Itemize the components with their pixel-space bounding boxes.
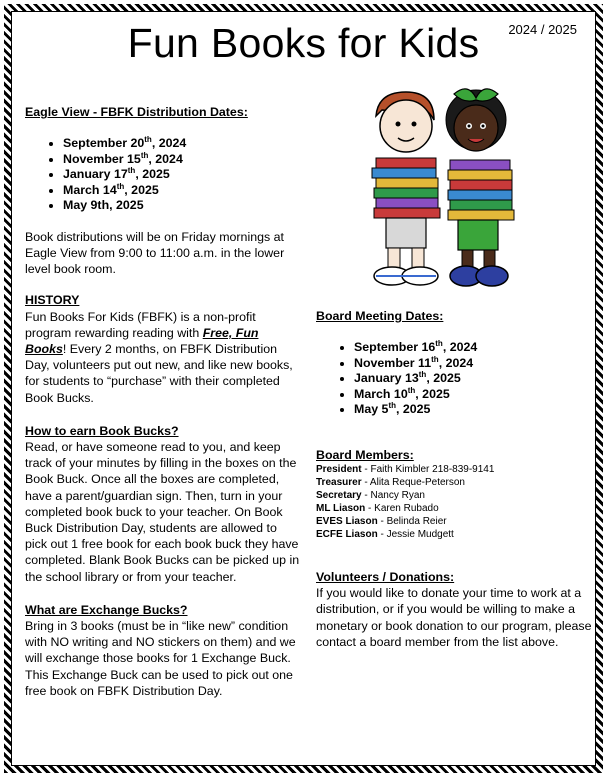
- board-members-list: [316, 463, 594, 541]
- list-item: • November 15th, 2024: [63, 152, 300, 168]
- board-meeting-dates-list: [316, 340, 594, 418]
- list-item: • March 14th, 2025: [63, 183, 300, 199]
- board-members-heading: Board Members:: [316, 447, 414, 462]
- list-item: • May 5th, 2025: [354, 402, 594, 418]
- list-item: • May 9th, 2025: [63, 198, 300, 214]
- left-column: [25, 104, 300, 699]
- distribution-note: Book distributions will be on Friday mornings at Eagle View from 9:00 to 11:00 a.m. in the lower level book room.: [25, 229, 285, 277]
- exchange-body: Bring in 3 books (must be in “like new” condition with NO writing and NO stickers on them) and we will exchange those books for 1 Exchange Buck. This Exchange Buck can be used to pick out one free book on FBFK Distribution Day.: [25, 618, 296, 698]
- boy-figure: [372, 92, 440, 285]
- list-item: • September 20th, 2024: [63, 136, 300, 152]
- history-heading: HISTORY: [25, 293, 80, 308]
- free-fun-books-emphasis: Free, Fun Books: [25, 325, 259, 356]
- girl-figure: [446, 89, 514, 286]
- list-item: • March 10th, 2025: [354, 387, 594, 403]
- kids-with-books-illustration: [358, 86, 524, 292]
- list-item: • January 13th, 2025: [354, 371, 594, 387]
- distribution-heading: Eagle View - FBFK Distribution Dates:: [25, 105, 248, 119]
- exchange-heading: What are Exchange Bucks?: [25, 602, 188, 617]
- page-title: Fun Books for Kids: [127, 20, 480, 66]
- volunteers-body: If you would like to donate your time to work at a distribution, or if you would be willing to make a monetary or book donation to our program, please contact a board member from the list above.: [316, 586, 592, 649]
- list-item: EVES Liason - Belinda Reier: [316, 515, 447, 527]
- list-item: • September 16th, 2024: [354, 340, 594, 356]
- list-item: • November 11th, 2024: [354, 356, 594, 372]
- volunteers-heading: Volunteers / Donations:: [316, 569, 455, 584]
- right-column: [316, 308, 594, 650]
- book-bucks-heading: How to earn Book Bucks?: [25, 423, 179, 438]
- school-year: 2024 / 2025: [508, 22, 577, 37]
- list-item: President - Faith Kimbler 218-839-9141: [316, 463, 495, 475]
- list-item: ECFE Liason - Jessie Mudgett: [316, 528, 454, 540]
- history-body: Fun Books For Kids (FBFK) is a non-profit program rewarding reading with Free, Fun Books! Every 2 months, on FBFK Distribution Day, volunteers put out new, and like new books, for students to “purchase” with their completed Book Bucks.: [25, 309, 293, 405]
- book-bucks-body: Read, or have someone read to you, and keep track of your minutes by filling in the boxes on the Book Buck. Once all the boxes are completed, have a parent/guardian sign. Then, turn in your completed book buck to your teacher. On Book Buck Distribution Day, students are allowed to pick out 1 free book for each book buck they have completed. Blank Book Bucks can be picked up in the school library or from your teacher.: [25, 439, 300, 584]
- list-item: • January 17th, 2025: [63, 167, 300, 183]
- list-item: Treasurer - Alita Reque-Peterson: [316, 476, 465, 488]
- distribution-dates-list: [25, 136, 300, 214]
- list-item: ML Liason - Karen Rubado: [316, 502, 439, 514]
- board-meeting-heading: Board Meeting Dates:: [316, 309, 444, 323]
- list-item: Secretary - Nancy Ryan: [316, 489, 425, 501]
